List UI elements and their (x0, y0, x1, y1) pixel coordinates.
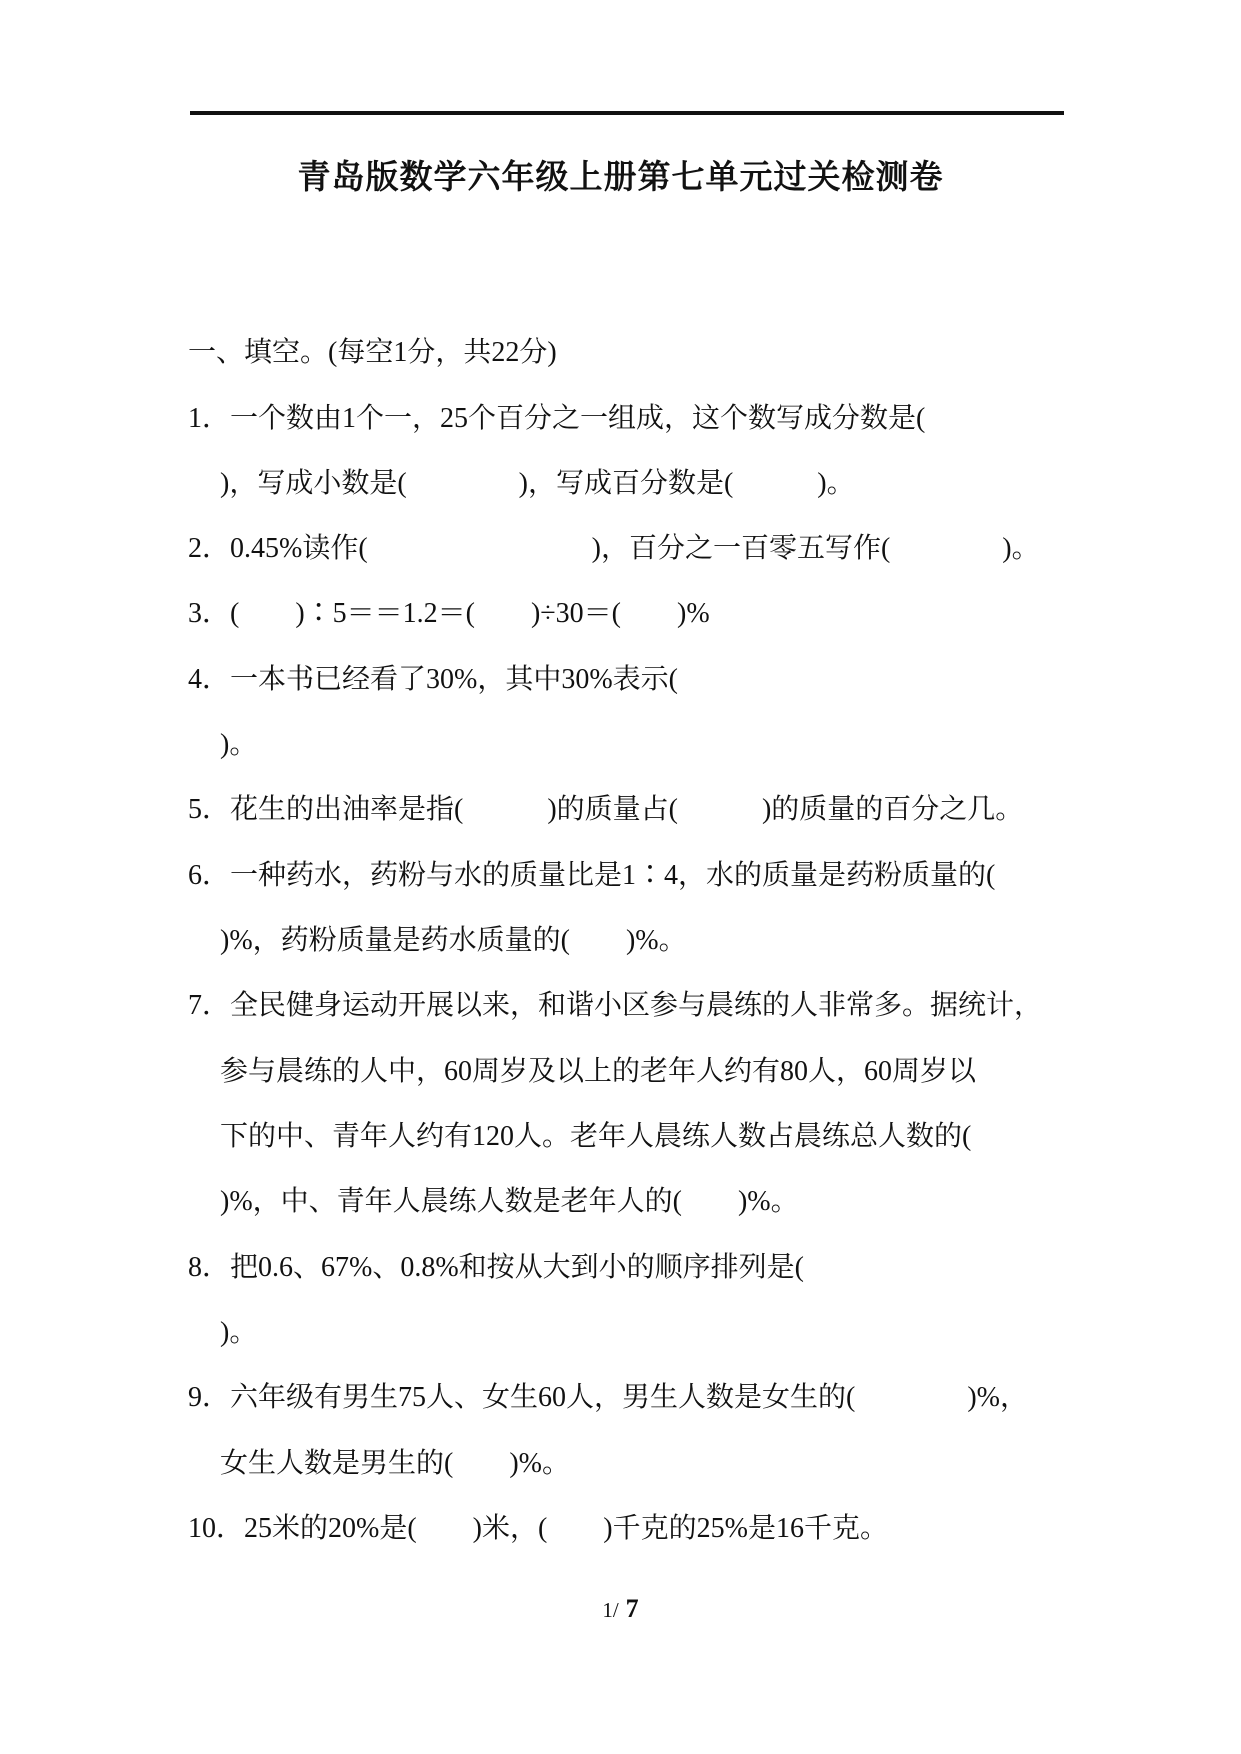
question-6-line-1: 6．一种药水，药粉与水的质量比是1∶4，水的质量是药粉质量的( (188, 860, 996, 891)
question-5-line-1: 5．花生的出油率是指( )的质量占( )的质量的百分之几。 (188, 794, 1024, 825)
question-7-line-4: )%，中、青年人晨练人数是老年人的( )%。 (220, 1186, 799, 1217)
question-1-line-2: )，写成小数是( )，写成百分数是( )。 (220, 468, 855, 499)
page-footer (0, 1594, 1241, 1624)
section-heading: 一、填空。(每空1分，共22分) (188, 337, 557, 368)
question-1-line-1: 1．一个数由1个一，25个百分之一组成，这个数写成分数是( (188, 403, 926, 434)
question-6-line-2: )%，药粉质量是药水质量的( )%。 (220, 925, 687, 956)
question-10-line-1: 10．25米的20%是( )米，( )千克的25%是16千克。 (188, 1513, 888, 1544)
question-7-line-3: 下的中、青年人约有120人。老年人晨练人数占晨练总人数的( (220, 1121, 972, 1152)
page-number-total: 7 (625, 1594, 639, 1623)
question-7-line-1: 7．全民健身运动开展以来，和谐小区参与晨练的人非常多。据统计， (188, 990, 1043, 1021)
page-title: 青岛版数学六年级上册第七单元过关检测卷 (297, 160, 944, 196)
question-8-line-1: 8．把0.6、67%、0.8%和按从大到小的顺序排列是( (188, 1252, 804, 1283)
question-7-line-2: 参与晨练的人中，60周岁及以上的老年人约有80人，60周岁以 (220, 1056, 977, 1087)
question-8-line-2: )。 (220, 1317, 258, 1348)
question-3-line-1: 3．( )∶5＝＝1.2＝( )÷30＝( )% (188, 598, 710, 629)
question-9-line-1: 9．六年级有男生75人、女生60人，男生人数是女生的( )%， (188, 1382, 1028, 1413)
question-4-line-1: 4．一本书已经看了30%，其中30%表示( (188, 664, 678, 695)
question-9-line-2: 女生人数是男生的( )%。 (220, 1448, 570, 1479)
header-rule (190, 111, 1064, 115)
question-2-line-1: 2．0.45%读作( )，百分之一百零五写作( )。 (188, 533, 1040, 564)
page-number-current: 1/ (602, 1598, 619, 1622)
question-4-line-2: )。 (220, 729, 258, 760)
